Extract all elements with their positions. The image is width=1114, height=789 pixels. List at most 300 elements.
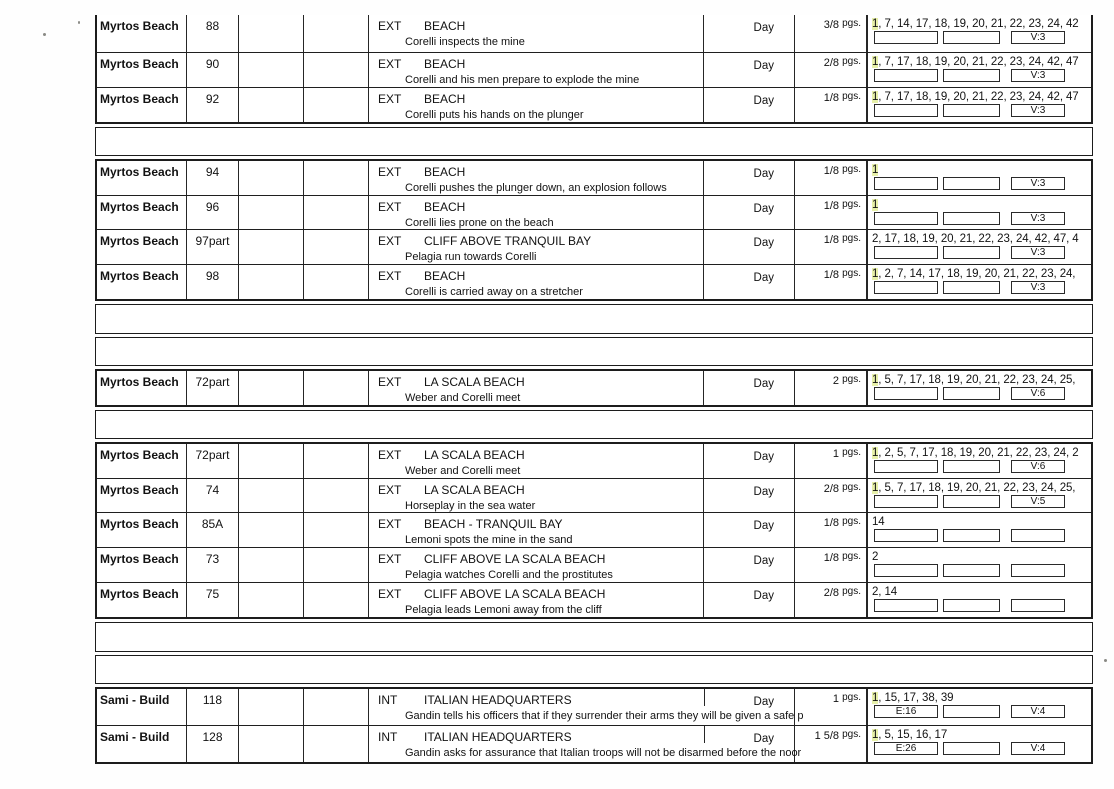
location-cell: Sami - Build <box>97 689 187 725</box>
location-cell: Sami - Build <box>97 726 187 762</box>
set-description-cell <box>369 513 704 547</box>
empty-cell-1 <box>239 689 304 725</box>
page-count-cell <box>795 88 867 122</box>
empty-cell-1 <box>239 444 304 478</box>
cast-extra-boxes <box>868 460 1091 474</box>
cast-box: V:4 <box>1011 705 1065 718</box>
cast-ids <box>868 583 1091 598</box>
cast-box <box>943 529 1000 542</box>
set-line <box>369 196 703 214</box>
day-night-label: Day <box>704 371 795 405</box>
page-count-cell <box>795 161 867 195</box>
cast-extra-boxes <box>868 742 1091 756</box>
location-cell: Myrtos Beach <box>97 513 187 547</box>
cast-box <box>874 104 938 117</box>
banner <box>95 655 1093 684</box>
scene-number: 85A <box>187 513 239 547</box>
cast-ids-lead: 1 <box>872 56 879 69</box>
scene-action: Corelli lies prone on the beach <box>405 216 554 229</box>
scene-action: Corelli puts his hands on the plunger <box>405 108 584 121</box>
banner <box>95 127 1093 156</box>
cast-box <box>874 460 938 473</box>
empty-cell-1 <box>239 196 304 230</box>
cast-box: V:3 <box>1011 246 1065 259</box>
cast-box <box>943 281 1000 294</box>
day-night-label: Day <box>704 161 795 195</box>
int-ext-label: EXT <box>378 586 402 601</box>
location-cell: Myrtos Beach <box>97 88 187 122</box>
cast-extra-boxes <box>868 69 1091 83</box>
cast-ids-lead: 1 <box>872 90 879 103</box>
schedule-section <box>95 159 1093 301</box>
int-ext-label: INT <box>378 729 398 744</box>
cast-box <box>874 387 938 400</box>
scene-number: 94 <box>187 161 239 195</box>
location-cell: Myrtos Beach <box>97 196 187 230</box>
set-name: CLIFF ABOVE LA SCALA BEACH <box>424 586 606 601</box>
cast-cell <box>867 265 1091 299</box>
schedule-row <box>97 444 1091 478</box>
cast-extra-boxes <box>868 246 1091 260</box>
set-description-cell <box>369 53 704 87</box>
empty-cell-2 <box>304 230 369 264</box>
cast-extra-boxes <box>868 177 1091 191</box>
cast-ids <box>868 53 1091 68</box>
scene-action: Pelagia leads Lemoni away from the cliff <box>405 603 602 616</box>
set-line <box>369 548 703 566</box>
set-line <box>369 583 703 601</box>
set-line <box>369 161 703 179</box>
empty-cell-1 <box>239 265 304 299</box>
cast-box: V:3 <box>1011 104 1065 117</box>
scene-action: Corelli inspects the mine <box>405 36 525 48</box>
cast-ids <box>868 88 1091 103</box>
set-name: BEACH - TRANQUIL BAY <box>424 517 563 532</box>
cast-box <box>943 564 1000 577</box>
cast-extra-boxes <box>868 212 1091 226</box>
cast-extra-boxes <box>868 31 1091 45</box>
page-count: 1/8 <box>823 517 840 530</box>
page-count-cell <box>795 265 867 299</box>
set-line <box>369 15 703 33</box>
page-count-cell <box>795 371 867 405</box>
schedule-section <box>95 369 1093 407</box>
set-description-cell <box>369 230 704 264</box>
empty-cell-2 <box>304 444 369 478</box>
cast-ids-rest: 2, 17, 18, 19, 20, 21, 22, 23, 24, 42, 47, 4 <box>872 233 1079 246</box>
cast-ids-lead: 1 <box>872 163 879 176</box>
cast-extra-boxes <box>868 705 1091 719</box>
schedule-row <box>97 52 1091 87</box>
page-unit: pgs. <box>842 90 861 102</box>
cast-box <box>1011 599 1065 612</box>
empty-cell-2 <box>304 726 369 762</box>
scene-number: 128 <box>187 726 239 762</box>
empty-cell-1 <box>239 513 304 547</box>
cast-box: E:16 <box>874 705 938 718</box>
cast-ids-rest: 14 <box>872 516 885 529</box>
scan-speck <box>1104 659 1107 662</box>
empty-cell-2 <box>304 88 369 122</box>
int-ext-label: EXT <box>378 164 402 179</box>
day-night-label: Day <box>704 53 795 87</box>
schedule-row <box>97 689 1091 725</box>
cast-ids <box>868 230 1091 245</box>
day-night-label: Day <box>704 479 795 513</box>
day-night-label: Day <box>704 88 795 122</box>
cast-ids-rest: , 5, 7, 17, 18, 19, 20, 21, 22, 23, 24, 25, <box>878 373 1076 386</box>
page-count-cell <box>795 513 867 547</box>
banner <box>95 622 1093 652</box>
schedule-row <box>97 87 1091 122</box>
page-count: 1/8 <box>823 234 840 247</box>
cast-extra-boxes <box>868 281 1091 295</box>
cast-cell <box>867 196 1091 230</box>
empty-cell-2 <box>304 513 369 547</box>
scene-number: 75 <box>187 583 239 617</box>
empty-cell-1 <box>239 371 304 405</box>
empty-cell-1 <box>239 583 304 617</box>
cast-ids <box>868 513 1091 528</box>
location-cell: Myrtos Beach <box>97 371 187 405</box>
day-night-label: Day <box>704 689 795 725</box>
page-count-cell <box>795 15 867 52</box>
set-line <box>369 265 703 283</box>
page-count: 1/8 <box>823 164 840 177</box>
page-count: 3/8 <box>823 19 840 31</box>
page-unit: pgs. <box>842 551 861 563</box>
cast-ids <box>868 161 1091 176</box>
location-cell: Myrtos Beach <box>97 265 187 299</box>
set-name: ITALIAN HEADQUARTERS <box>424 692 572 707</box>
int-ext-label: EXT <box>378 234 402 249</box>
empty-cell-2 <box>304 196 369 230</box>
cast-ids-rest: , 15, 17, 38, 39 <box>878 691 954 704</box>
cast-box: E:26 <box>874 742 938 755</box>
schedule-row <box>97 371 1091 405</box>
cast-box <box>874 564 938 577</box>
cast-ids <box>868 548 1091 563</box>
set-line <box>369 479 703 497</box>
location-cell: Myrtos Beach <box>97 161 187 195</box>
scene-action: Weber and Corelli meet <box>405 464 521 477</box>
location-cell: Myrtos Beach <box>97 15 187 52</box>
cast-extra-boxes <box>868 495 1091 509</box>
cast-cell <box>867 53 1091 87</box>
cast-ids <box>868 479 1091 494</box>
cast-box <box>874 495 938 508</box>
page-count-cell <box>795 444 867 478</box>
scene-action: Lemoni spots the mine in the sand <box>405 534 573 547</box>
scene-action: Gandin asks for assurance that Italian troops will not be disarmed before the noor <box>405 746 802 759</box>
schedule-row <box>97 725 1091 762</box>
cast-cell <box>867 689 1091 725</box>
page-unit: pgs. <box>842 18 861 29</box>
scene-number: 73 <box>187 548 239 582</box>
set-name: CLIFF ABOVE TRANQUIL BAY <box>424 234 592 249</box>
empty-cell-1 <box>239 479 304 513</box>
page-unit: pgs. <box>842 516 861 528</box>
page-count: 1 <box>832 447 840 460</box>
int-ext-label: INT <box>378 692 398 707</box>
cast-box <box>943 495 1000 508</box>
schedule-row <box>97 195 1091 230</box>
cast-box <box>943 705 1000 718</box>
scene-action: Gandin tells his officers that if they surrender their arms they will be given a safe p <box>405 709 804 722</box>
set-description-cell <box>369 371 704 405</box>
schedule-sheet <box>95 15 1093 764</box>
banner <box>95 410 1093 439</box>
schedule-row <box>97 161 1091 195</box>
int-ext-label: EXT <box>378 269 402 284</box>
cast-ids-rest: 2, 14 <box>872 585 898 598</box>
int-ext-label: EXT <box>378 374 402 389</box>
day-night-label: Day <box>704 15 795 52</box>
empty-cell-2 <box>304 161 369 195</box>
set-description-cell <box>369 548 704 582</box>
cast-box <box>1011 529 1065 542</box>
set-description-cell <box>369 88 704 122</box>
set-name: ITALIAN HEADQUARTERS <box>424 729 572 744</box>
cast-box <box>943 742 1000 755</box>
page-count-cell <box>795 196 867 230</box>
scene-action: Corelli pushes the plunger down, an explosion follows <box>405 181 667 194</box>
cast-cell <box>867 444 1091 478</box>
page-count: 2/8 <box>823 586 840 599</box>
set-line <box>369 513 703 531</box>
page-count: 1/8 <box>823 552 840 565</box>
scene-number: 88 <box>187 15 239 52</box>
set-description-cell <box>369 15 704 52</box>
cast-box <box>874 246 938 259</box>
cast-ids-lead: 1 <box>872 373 879 386</box>
scene-number: 72part <box>187 371 239 405</box>
int-ext-label: EXT <box>378 482 402 497</box>
scan-speck <box>43 33 46 36</box>
page-unit: pgs. <box>842 163 861 175</box>
cast-box: V:5 <box>1011 495 1065 508</box>
set-description-cell <box>369 265 704 299</box>
page-unit: pgs. <box>842 56 861 68</box>
empty-cell-1 <box>239 53 304 87</box>
set-line <box>369 444 703 462</box>
empty-cell-2 <box>304 479 369 513</box>
cast-box <box>874 529 938 542</box>
page-unit: pgs. <box>842 446 861 458</box>
set-description-cell <box>369 479 704 513</box>
set-name: LA SCALA BEACH <box>424 482 525 497</box>
page-count: 2/8 <box>823 57 840 70</box>
set-name: BEACH <box>424 57 466 72</box>
cast-cell <box>867 88 1091 122</box>
cast-box <box>943 246 1000 259</box>
cast-ids-lead: 1 <box>872 728 879 741</box>
empty-cell-1 <box>239 548 304 582</box>
page-count-cell <box>795 53 867 87</box>
schedule-row <box>97 229 1091 264</box>
cast-box <box>874 31 938 44</box>
set-name: BEACH <box>424 19 466 33</box>
scene-action: Pelagia run towards Corelli <box>405 251 537 264</box>
page-count-cell <box>795 230 867 264</box>
cast-cell <box>867 479 1091 513</box>
set-line <box>369 88 703 106</box>
set-description-cell <box>369 161 704 195</box>
cast-ids-rest: , 2, 5, 7, 17, 18, 19, 20, 21, 22, 23, 24, 2 <box>878 446 1079 459</box>
page-unit: pgs. <box>842 585 861 597</box>
cast-box <box>874 69 938 82</box>
empty-cell-2 <box>304 548 369 582</box>
cast-cell <box>867 161 1091 195</box>
cast-cell <box>867 726 1091 762</box>
int-ext-label: EXT <box>378 19 402 33</box>
page-unit: pgs. <box>842 691 861 703</box>
cast-ids-rest: , 7, 17, 18, 19, 20, 21, 22, 23, 24, 42, 47 <box>878 90 1079 103</box>
set-line <box>369 371 703 389</box>
day-night-label: Day <box>704 196 795 230</box>
set-description-cell <box>369 583 704 617</box>
set-name: LA SCALA BEACH <box>424 447 525 462</box>
location-cell: Myrtos Beach <box>97 548 187 582</box>
schedule-row <box>97 478 1091 513</box>
location-cell: Myrtos Beach <box>97 230 187 264</box>
cast-box <box>943 460 1000 473</box>
day-night-label: Day <box>704 513 795 547</box>
cast-ids <box>868 371 1091 386</box>
location-cell: Myrtos Beach <box>97 53 187 87</box>
scene-action: Corelli is carried away on a stretcher <box>405 286 583 299</box>
day-night-label: Day <box>704 583 795 617</box>
page-count-cell <box>795 548 867 582</box>
int-ext-label: EXT <box>378 552 402 567</box>
cast-box: V:4 <box>1011 742 1065 755</box>
cast-ids <box>868 15 1091 30</box>
empty-cell-2 <box>304 689 369 725</box>
scene-action: Weber and Corelli meet <box>405 391 521 404</box>
int-ext-label: EXT <box>378 447 402 462</box>
set-description-cell <box>369 444 704 478</box>
day-night-label: Day <box>704 265 795 299</box>
cast-box <box>1011 564 1065 577</box>
empty-cell-2 <box>304 371 369 405</box>
day-night-label: Day <box>704 444 795 478</box>
cast-ids-lead: 1 <box>872 446 879 459</box>
cast-box: V:3 <box>1011 69 1065 82</box>
scene-number: 118 <box>187 689 239 725</box>
page-count: 1/8 <box>823 91 840 104</box>
scene-number: 96 <box>187 196 239 230</box>
page-count: 1 <box>832 692 840 705</box>
cast-ids-lead: 1 <box>872 481 879 494</box>
cast-box: V:3 <box>1011 177 1065 190</box>
set-name: CLIFF ABOVE LA SCALA BEACH <box>424 552 606 567</box>
scene-number: 90 <box>187 53 239 87</box>
empty-cell-1 <box>239 161 304 195</box>
cast-extra-boxes <box>868 387 1091 401</box>
empty-cell-1 <box>239 726 304 762</box>
int-ext-label: EXT <box>378 57 402 72</box>
set-name: LA SCALA BEACH <box>424 374 525 389</box>
cast-box <box>874 177 938 190</box>
location-cell: Myrtos Beach <box>97 479 187 513</box>
page-count: 2/8 <box>823 482 840 495</box>
cast-ids-lead: 1 <box>872 18 879 30</box>
scene-action: Horseplay in the sea water <box>405 499 536 512</box>
schedule-section <box>95 15 1093 124</box>
day-night-label: Day <box>704 726 795 762</box>
schedule-row <box>97 15 1091 52</box>
cast-cell <box>867 583 1091 617</box>
cast-box <box>943 69 1000 82</box>
cast-cell <box>867 371 1091 405</box>
cast-ids <box>868 689 1091 704</box>
set-line <box>369 726 704 744</box>
cast-box <box>943 104 1000 117</box>
empty-cell-2 <box>304 265 369 299</box>
schedule-row <box>97 512 1091 547</box>
cast-cell <box>867 15 1091 52</box>
scene-number: 97part <box>187 230 239 264</box>
empty-cell-2 <box>304 15 369 52</box>
cast-ids <box>868 444 1091 459</box>
cast-ids <box>868 726 1091 741</box>
set-name: BEACH <box>424 269 466 284</box>
page-unit: pgs. <box>842 481 861 493</box>
cast-cell <box>867 513 1091 547</box>
schedule-row <box>97 547 1091 582</box>
page-unit: pgs. <box>842 198 861 210</box>
page-count-cell <box>795 583 867 617</box>
banner <box>95 337 1093 366</box>
cast-ids <box>868 196 1091 211</box>
cast-box <box>874 212 938 225</box>
cast-box: V:6 <box>1011 387 1065 400</box>
set-name: BEACH <box>424 164 466 179</box>
int-ext-label: EXT <box>378 91 402 106</box>
cast-ids-rest: , 2, 7, 14, 17, 18, 19, 20, 21, 22, 23, 24, <box>878 268 1076 281</box>
day-night-label: Day <box>704 548 795 582</box>
empty-cell-2 <box>304 53 369 87</box>
cast-ids-rest: , 7, 14, 17, 18, 19, 20, 21, 22, 23, 24, 42 <box>878 18 1079 30</box>
set-line <box>369 230 703 248</box>
cast-box <box>943 387 1000 400</box>
cast-ids-rest: , 5, 15, 16, 17 <box>878 728 948 741</box>
page-unit: pgs. <box>842 728 861 740</box>
cast-ids-rest: 2 <box>872 551 879 564</box>
cast-box <box>874 599 938 612</box>
scene-action: Pelagia watches Corelli and the prostitutes <box>405 569 613 582</box>
location-cell: Myrtos Beach <box>97 583 187 617</box>
page-count-cell <box>795 479 867 513</box>
cast-ids-lead: 1 <box>872 198 879 211</box>
page-count: 1/8 <box>823 199 840 212</box>
cast-ids-lead: 1 <box>872 691 879 704</box>
cast-box <box>874 281 938 294</box>
page-count: 1/8 <box>823 269 840 282</box>
cast-box: V:6 <box>1011 460 1065 473</box>
location-cell: Myrtos Beach <box>97 444 187 478</box>
cast-ids <box>868 265 1091 280</box>
cast-box <box>943 599 1000 612</box>
set-name: BEACH <box>424 199 466 214</box>
int-ext-label: EXT <box>378 199 402 214</box>
cast-cell <box>867 230 1091 264</box>
cast-box <box>943 212 1000 225</box>
scan-speck <box>78 21 80 24</box>
cast-extra-boxes <box>868 104 1091 118</box>
scene-number: 92 <box>187 88 239 122</box>
scene-number: 74 <box>187 479 239 513</box>
